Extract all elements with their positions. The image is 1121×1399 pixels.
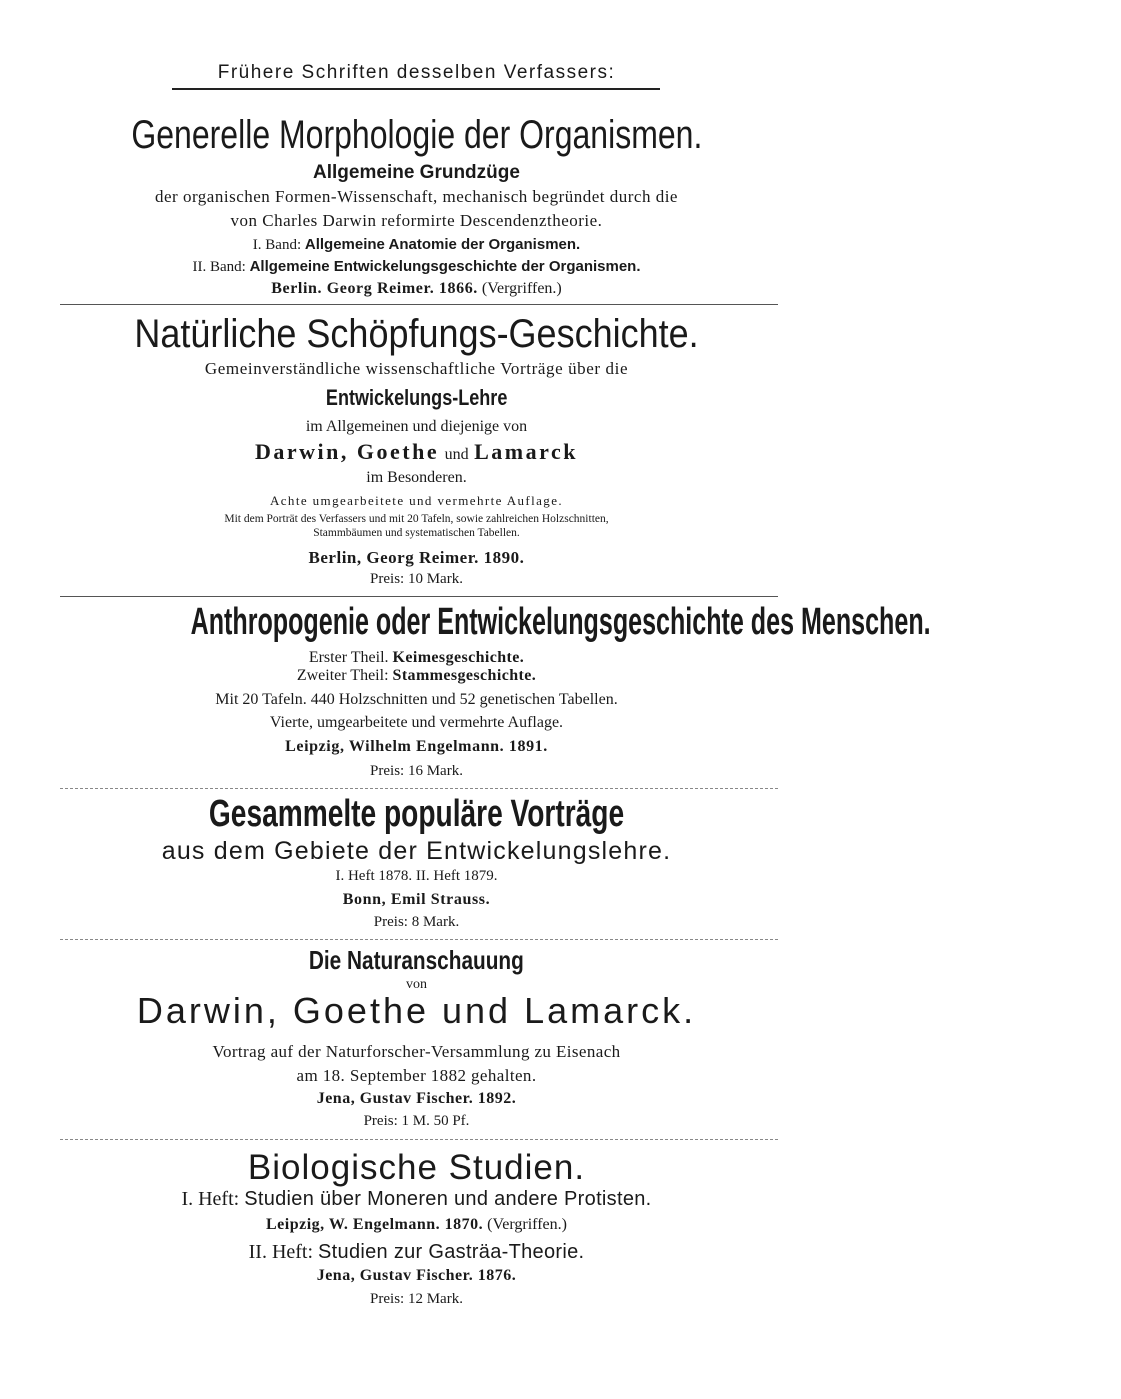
divider-1: [60, 304, 778, 305]
book2-subtitle-line1: Gemeinverständliche wissenschaftliche Vorträge über die: [204, 359, 629, 378]
book4-price: Preis: 8 Mark.: [373, 914, 460, 930]
book2-subtitle-line3: im Allgemeinen und diejenige von: [305, 418, 528, 435]
book5-price: Preis: 1 M. 50 Pf.: [363, 1113, 470, 1129]
divider-3: [60, 788, 778, 789]
page-header: Frühere Schriften desselben Verfassers:: [217, 62, 616, 83]
book4-publisher: Bonn, Emil Strauss.: [342, 891, 491, 908]
book2-price: Preis: 10 Mark.: [370, 571, 463, 587]
book3-illustrations: Mit 20 Tafeln. 440 Holzschnitten und 52 genetischen Tabellen.: [215, 691, 618, 708]
book1-title: Generelle Morphologie der Organismen.: [131, 113, 702, 157]
divider-5: [60, 1139, 778, 1140]
book6-price: Preis: 12 Mark.: [370, 1291, 463, 1307]
book5-description-line2: am 18. September 1882 gehalten.: [296, 1066, 537, 1085]
book2-names: Darwin, Goethe und Lamarck: [255, 439, 578, 464]
book3-price: Preis: 16 Mark.: [370, 763, 463, 779]
book1-description-line2: von Charles Darwin reformirte Descendenztheorie.: [230, 211, 603, 230]
book6-heft1: I. Heft: Studien über Moneren und andere Protisten.: [181, 1188, 652, 1210]
book2-illustrations-line1: Mit dem Porträt des Verfassers und mit 20 Tafeln, sowie zahlreichen Holzschnitten,: [224, 513, 609, 525]
book2-illustrations-line2: Stammbäumen und systematischen Tabellen.: [313, 527, 520, 539]
book3-publisher: Leipzig, Wilhelm Engelmann. 1891.: [285, 738, 548, 755]
book2-edition: Achte umgearbeitete und vermehrte Auflage.: [269, 493, 564, 508]
header-underline: [172, 88, 660, 90]
book3-title: Anthropogenie oder Entwickelungsgeschichte des Menschen.: [190, 601, 931, 643]
book5-publisher: Jena, Gustav Fischer. 1892.: [316, 1090, 517, 1107]
book1-band1: I. Band: Allgemeine Anatomie der Organismen.: [252, 236, 581, 253]
book4-subtitle: aus dem Gebiete der Entwickelungslehre.: [161, 837, 672, 865]
book4-title: Gesammelte populäre Vorträge: [208, 793, 625, 835]
book5-title: Die Naturanschauung: [309, 945, 524, 975]
book6-publisher1: Leipzig, W. Engelmann. 1870. (Vergriffen.): [266, 1216, 567, 1233]
book5-description-line1: Vortrag auf der Naturforscher-Versammlung zu Eisenach: [212, 1042, 621, 1061]
book6-heft2: II. Heft: Studien zur Gasträa-Theorie.: [248, 1241, 585, 1263]
divider-4: [60, 939, 778, 940]
book1-subtitle: Allgemeine Grundzüge: [313, 162, 520, 183]
book5-names: Darwin, Goethe und Lamarck.: [136, 990, 697, 1031]
divider-2: [60, 596, 778, 597]
book3-part1: Erster Theil. Keimesgeschichte.: [308, 649, 525, 666]
book2-title: Natürliche Schöpfungs-Geschichte.: [134, 312, 699, 356]
book2-publisher: Berlin, Georg Reimer. 1890.: [308, 548, 525, 567]
book2-subtitle-line2: Entwickelungs-Lehre: [325, 385, 508, 410]
book2-subtitle-line4: im Besonderen.: [366, 469, 467, 486]
book3-part2: Zweiter Theil: Stammesgeschichte.: [296, 667, 537, 684]
book1-publisher: Berlin. Georg Reimer. 1866. (Vergriffen.): [271, 280, 562, 297]
book4-parts: I. Heft 1878. II. Heft 1879.: [335, 868, 498, 884]
book1-band2: II. Band: Allgemeine Entwickelungsgeschichte der Organismen.: [192, 258, 641, 275]
book6-publisher2: Jena, Gustav Fischer. 1876.: [316, 1267, 517, 1284]
book6-title: Biologische Studien.: [247, 1148, 586, 1187]
book5-von: von: [406, 977, 427, 992]
book3-edition: Vierte, umgearbeitete und vermehrte Auflage.: [269, 714, 564, 731]
book1-description-line1: der organischen Formen-Wissenschaft, mechanisch begründet durch die: [155, 187, 678, 206]
